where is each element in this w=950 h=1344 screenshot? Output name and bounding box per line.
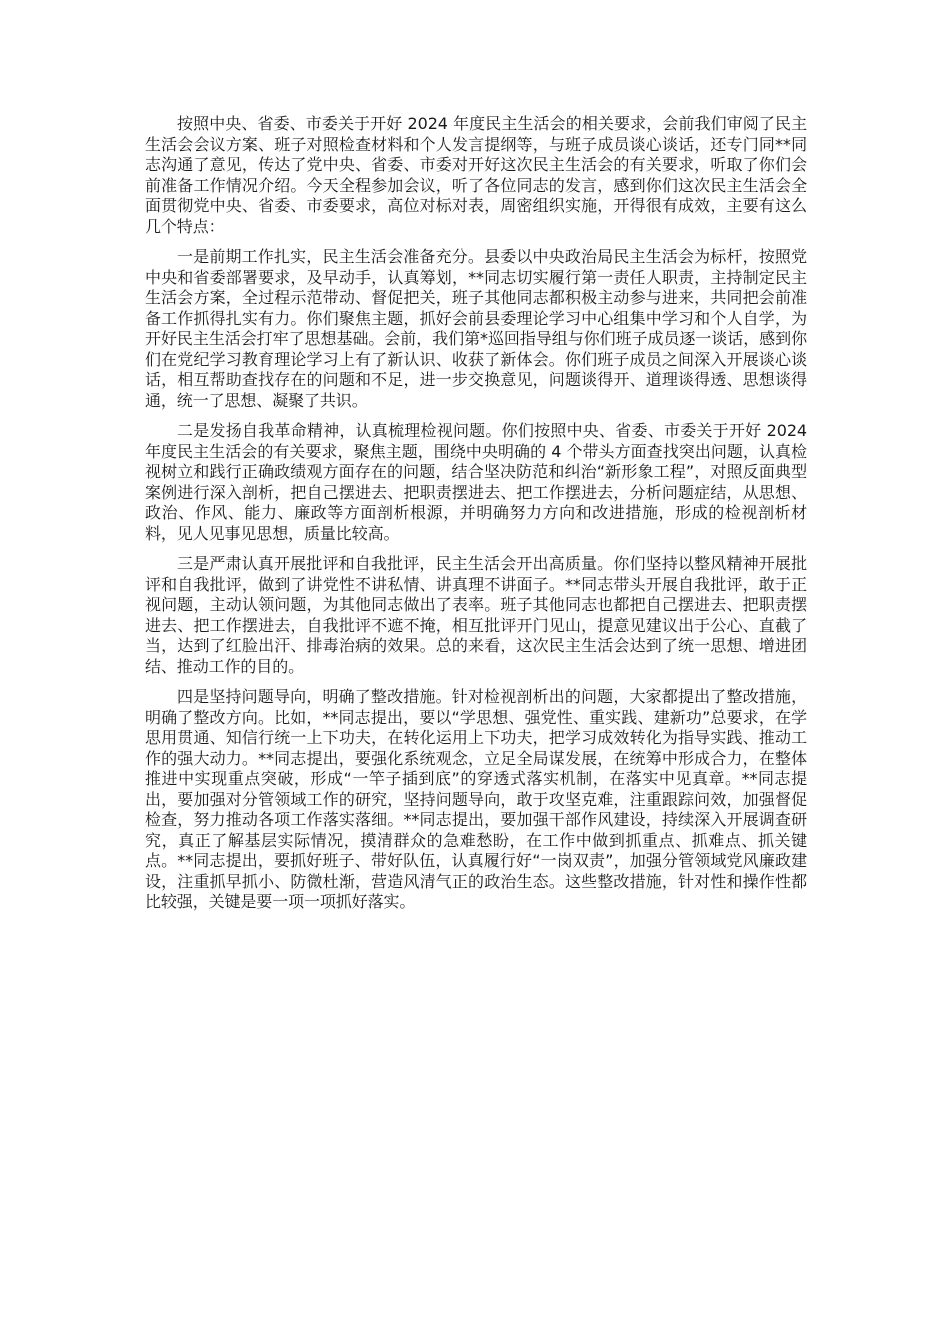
paragraph-point-one: 一是前期工作扎实，民主生活会准备充分。县委以中央政治局民主生活会为标杆，按照党中央和省委部署要求，及早动手，认真筹划，**同志切实履行第一责任人职责，主持制定民主生活会方案，全过程示范带动、督促把关，班子其他同志都积极主动参与进来，共同把会前准备工作抓得扎实有力。你们聚焦主题，抓好会前县委理论学习中心组集中学习和个人自学，为开好民主生活会打牢了思想基础。会前，我们第*巡回指导组与你们班子成员逐一谈话，感到你们在党纪学习教育理论学习上有了新认识、收获了新体会。你们班子成员之间深入开展谈心谈话，相互帮助查找存在的问题和不足，进一步交换意见，问题谈得开、道理谈得透、思想谈得通，统一了思想、凝聚了共识。: [145, 247, 807, 410]
paragraph-point-three: 三是严肃认真开展批评和自我批评，民主生活会开出高质量。你们坚持以整风精神开展批评和自我批评，做到了讲党性不讲私情、讲真理不讲面子。**同志带头开展自我批评，敢于正视问题，主动认领问题，为其他同志做出了表率。班子其他同志也都把自己摆进去、把职责摆进去、把工作摆进去，自我批评不遮不掩，相互批评开门见山，提意见建议出于公心、直截了当，达到了红脸出汗、排毒治病的效果。总的来看，这次民主生活会达到了统一思想、增进团结、推动工作的目的。: [145, 554, 807, 676]
paragraph-intro: 按照中央、省委、市委关于开好 2024 年度民主生活会的相关要求，会前我们审阅了民主生活会会议方案、班子对照检查材料和个人发言提纲等，与班子成员谈心谈话，还专门同**同志沟通了意见，传达了党中央、省委、市委对开好这次民主生活会的有关要求，听取了你们会前准备工作情况介绍。今天全程参加会议，听了各位同志的发言，感到你们这次民主生活会全面贯彻党中央、省委、市委要求，高位对标对表，周密组织实施，开得很有成效，主要有这么几个特点：: [145, 114, 807, 236]
paragraph-point-two: 二是发扬自我革命精神，认真梳理检视问题。你们按照中央、省委、市委关于开好 2024 年度民主生活会的有关要求，聚焦主题，围绕中央明确的 4 个带头方面查找突出问题，认真检视树立和践行正确政绩观方面存在的问题，结合坚决防范和纠治“新形象工程”，对照反面典型案例进行深入剖析，把自己摆进去、把职责摆进去、把工作摆进去，分析问题症结，从思想、政治、作风、能力、廉政等方面剖析根源，并明确努力方向和改进措施，形成的检视剖析材料，见人见事见思想，质量比较高。: [145, 421, 807, 543]
paragraph-point-four: 四是坚持问题导向，明确了整改措施。针对检视剖析出的问题，大家都提出了整改措施，明确了整改方向。比如，**同志提出，要以“学思想、强党性、重实践、建新功”总要求，在学思用贯通、知信行统一上下功夫，在转化运用上下功夫，把学习成效转化为指导实践、推动工作的强大动力。**同志提出，要强化系统观念，立足全局谋发展，在统筹中形成合力，在整体推进中实现重点突破，形成“一竿子插到底”的穿透式落实机制，在落实中见真章。**同志提出，要加强对分管领域工作的研究，坚持问题导向，敢于攻坚克难，注重跟踪问效，加强督促检查，努力推动各项工作落实落细。**同志提出，要加强干部作风建设，持续深入开展调查研究，真正了解基层实际情况，摸清群众的急难愁盼，在工作中做到抓重点、抓难点、抓关键点。**同志提出，要抓好班子、带好队伍，认真履行好“一岗双责”，加强分管领域党风廉政建设，注重抓早抓小、防微杜渐，营造风清气正的政治生态。这些整改措施，针对性和操作性都比较强，关键是要一项一项抓好落实。: [145, 687, 807, 911]
document-body: [145, 114, 807, 923]
